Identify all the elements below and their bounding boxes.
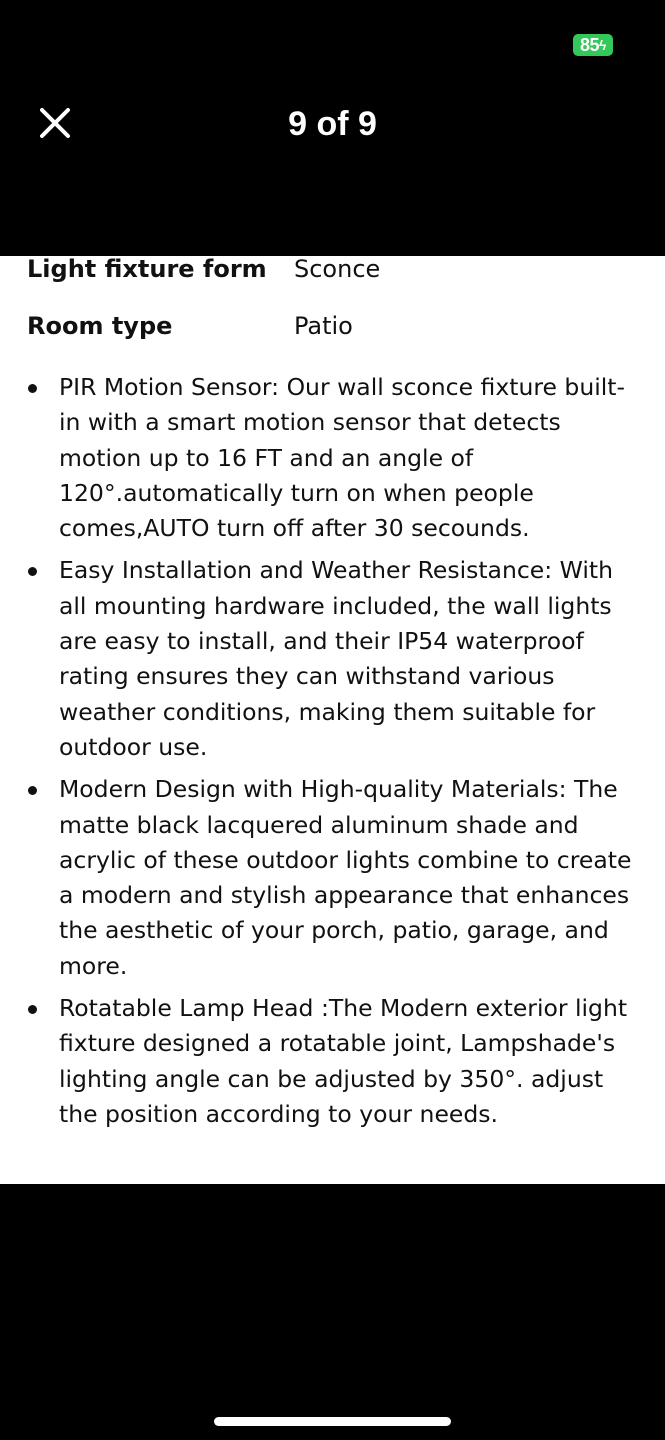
feature-bullet: [0, 553, 665, 765]
bullet-dot: [28, 1005, 37, 1014]
attribute-value: Sconce: [294, 256, 381, 283]
page-counter: 9 of 9: [288, 105, 377, 143]
feature-bullet: [0, 772, 665, 984]
bolt-icon: ϟ: [599, 37, 606, 53]
attribute-value: Patio: [294, 312, 353, 340]
feature-list: [0, 370, 665, 1139]
battery-level: 85: [580, 35, 600, 55]
attribute-label: Light fixture form: [27, 256, 267, 283]
feature-text: Modern Design with High-quality Materials: The matte black lacquered aluminum shade and acrylic of these outdoor lights combine to create a modern and stylish appearance that enhances the aesthetic of your porch, patio, garage, and more.: [59, 775, 632, 980]
feature-bullet: [0, 991, 665, 1132]
feature-text: Rotatable Lamp Head :The Modern exterior light fixture designed a rotatable joint, Lampshade's lighting angle can be adjusted by 350°. adjust the position according to your needs.: [59, 994, 628, 1128]
home-indicator[interactable]: [214, 1417, 451, 1426]
battery-indicator: [573, 34, 613, 56]
product-details-image: [0, 256, 665, 1184]
feature-bullet: [0, 370, 665, 546]
feature-text: PIR Motion Sensor: Our wall sconce fixture built-in with a smart motion sensor that detects motion up to 16 FT and an angle of 120°.automatically turn on when people comes,AUTO turn off after 30 secounds.: [59, 373, 625, 543]
viewer-header: [0, 70, 665, 256]
attribute-label: Room type: [27, 312, 173, 340]
feature-text: Easy Installation and Weather Resistance: With all mounting hardware included, the wall lights are easy to install, and their IP54 waterproof rating ensures they can withstand various weather conditions, making them suitable for outdoor use.: [59, 556, 613, 761]
attribute-row: [27, 256, 647, 287]
attribute-row: [27, 308, 647, 344]
bullet-dot: [28, 567, 37, 576]
bullet-dot: [28, 786, 37, 795]
bullet-dot: [28, 384, 37, 393]
bottom-area: [0, 1184, 665, 1440]
status-bar: [0, 0, 665, 70]
